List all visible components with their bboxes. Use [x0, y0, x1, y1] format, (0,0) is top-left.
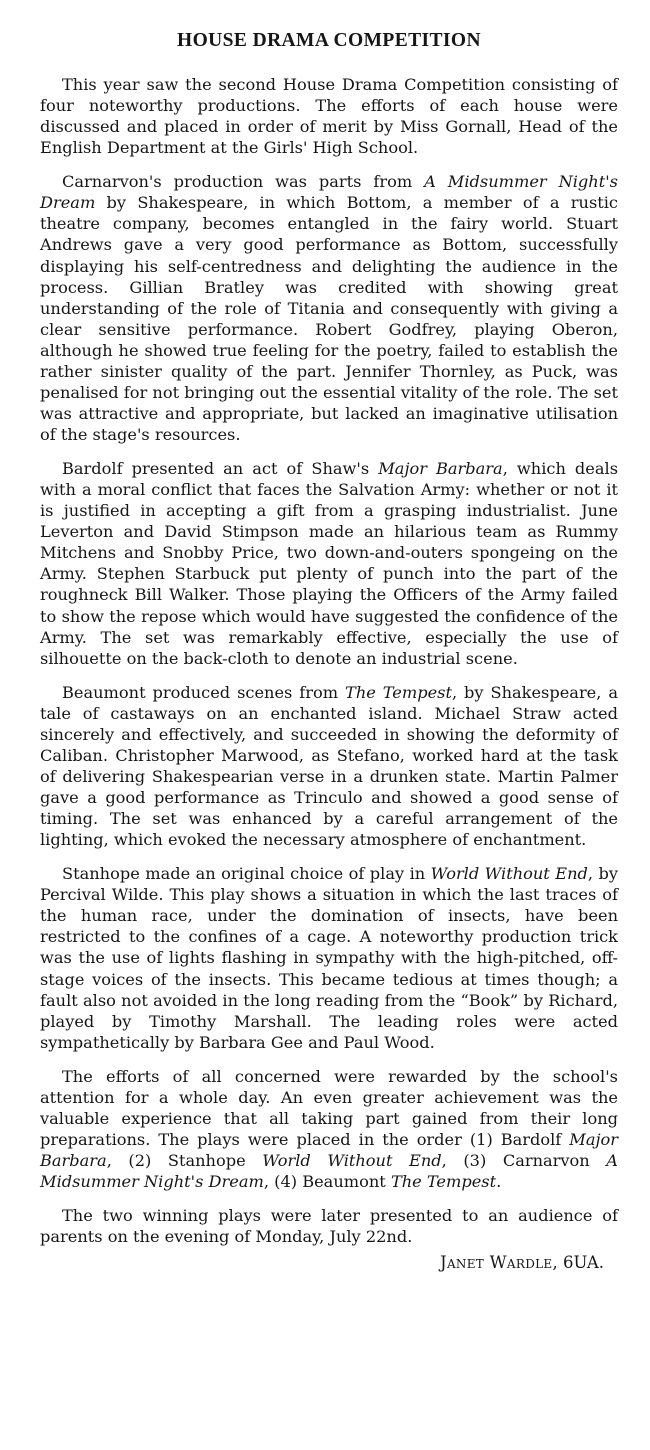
text-run: Beaumont produced scenes from	[62, 682, 346, 702]
text-run: This year saw the second House Drama Competition consisting of four noteworthy productions. The efforts of each house were discussed and placed in order of merit by Miss Gornall, Head of the English Department at the Girls' High School.	[40, 75, 618, 158]
paragraph	[40, 1205, 618, 1247]
text-run: , which deals with a moral conflict that faces the Salvation Army: whether or not it is justified in accepting a gift from a grasping industrialist. June Leverton and David Stimpson made an hilarious team as Rummy Mitchens and Snobby Price, two down-and-outers spongeing on the Army. Stephen Starbuck put plenty of punch into the part of the roughneck Bill Walker. Those playing the Officers of the Army failed to show the repose which would have suggested the confidence of the Army. The set was remarkably effective, especially the use of silhouette on the back-cloth to denote an industrial scene.	[40, 459, 619, 668]
text-run: Bardolf presented an act of Shaw's	[62, 459, 379, 479]
paragraph	[40, 171, 618, 445]
play-title: A Midsummer Night's Dream	[40, 1151, 618, 1192]
play-title: Major Barbara	[378, 459, 503, 479]
article-body	[40, 74, 618, 1247]
text-run: , (2) Stanhope	[106, 1151, 263, 1170]
text-run: .	[496, 1172, 502, 1192]
paragraph	[40, 1066, 618, 1192]
text-run: Stanhope made an original choice of play in	[62, 864, 431, 884]
text-run: The efforts of all concerned were rewarded by the school's attention for a whole day. An even greater achievement was the valuable experience that all taking part gained from their long preparations. The plays were placed in the order (1) Bardolf	[40, 1066, 618, 1149]
play-title: World Without End	[430, 864, 588, 884]
article-title: HOUSE DRAMA COMPETITION	[177, 30, 481, 51]
text-run: , by Shakespeare, a tale of castaways on an enchanted island. Michael Straw acted sincerely and effectively, and succeeded in showing the deformity of Caliban. Christopher Marwood, as Stefano, worked hard at the task of delivering Shakespearian verse in a drunken state. Martin Palmer gave a good performance as Trinculo and showed a good sense of timing. The set was enhanced by a careful arrangement of the lighting, which evoked the necessary atmosphere of enchantment.	[40, 682, 618, 850]
text-run: , (4) Beaumont	[263, 1172, 391, 1192]
text-run: The two winning plays were later presented to an audience of parents on the evening of Monday, July 22nd.	[40, 1206, 618, 1247]
text-run: by Shakespeare, in which Bottom, a member of a rustic theatre company, becomes entangled in the fairy world. Stuart Andrews gave a very good performance as Bottom, successfully displaying his self-centredness and delighting the audience in the process. Gillian Bratley was credited with showing great understanding of the role of Titania and consequently with giving a clear sensitive performance. Robert Godfrey, playing Oberon, although he showed true feeling for the poetry, failed to establish the rather sinister quality of the part. Jennifer Thornley, as Puck, was penalised for not bringing out the essential vitality of the role. The set was attractive and appropriate, but lacked an imaginative utilisation of the stage's resources.	[40, 193, 618, 444]
text-run: , by Percival Wilde. This play shows a situation in which the last traces of the human race, under the domination of insects, have been restricted to the confines of a cage. A noteworthy production trick was the use of lights flashing in sympathy with the high-pitched, off-stage voices of the insects. This became tedious at times though; a fault also not avoided in the long reading from the “Book” by Richard, played by Timothy Marshall. The leading roles were acted sympathetically by Barbara Gee and Paul Wood.	[40, 864, 618, 1052]
play-title: The Tempest	[390, 1172, 497, 1192]
author-form: , 6UA.	[552, 1253, 604, 1273]
play-title: The Tempest	[345, 682, 452, 702]
paragraph	[40, 74, 618, 158]
play-title: World Without End	[262, 1151, 442, 1170]
paragraph	[40, 682, 618, 851]
paragraph	[40, 458, 618, 669]
text-run: , (3) Carnarvon	[441, 1151, 607, 1170]
paragraph	[40, 863, 618, 1053]
text-run: Carnarvon's production was parts from	[62, 172, 425, 192]
signature	[40, 1253, 618, 1272]
play-title: Major Barbara	[40, 1129, 618, 1170]
play-title: A Midsummer Night's Dream	[40, 172, 618, 213]
author-name: Janet Wardle	[440, 1253, 553, 1273]
